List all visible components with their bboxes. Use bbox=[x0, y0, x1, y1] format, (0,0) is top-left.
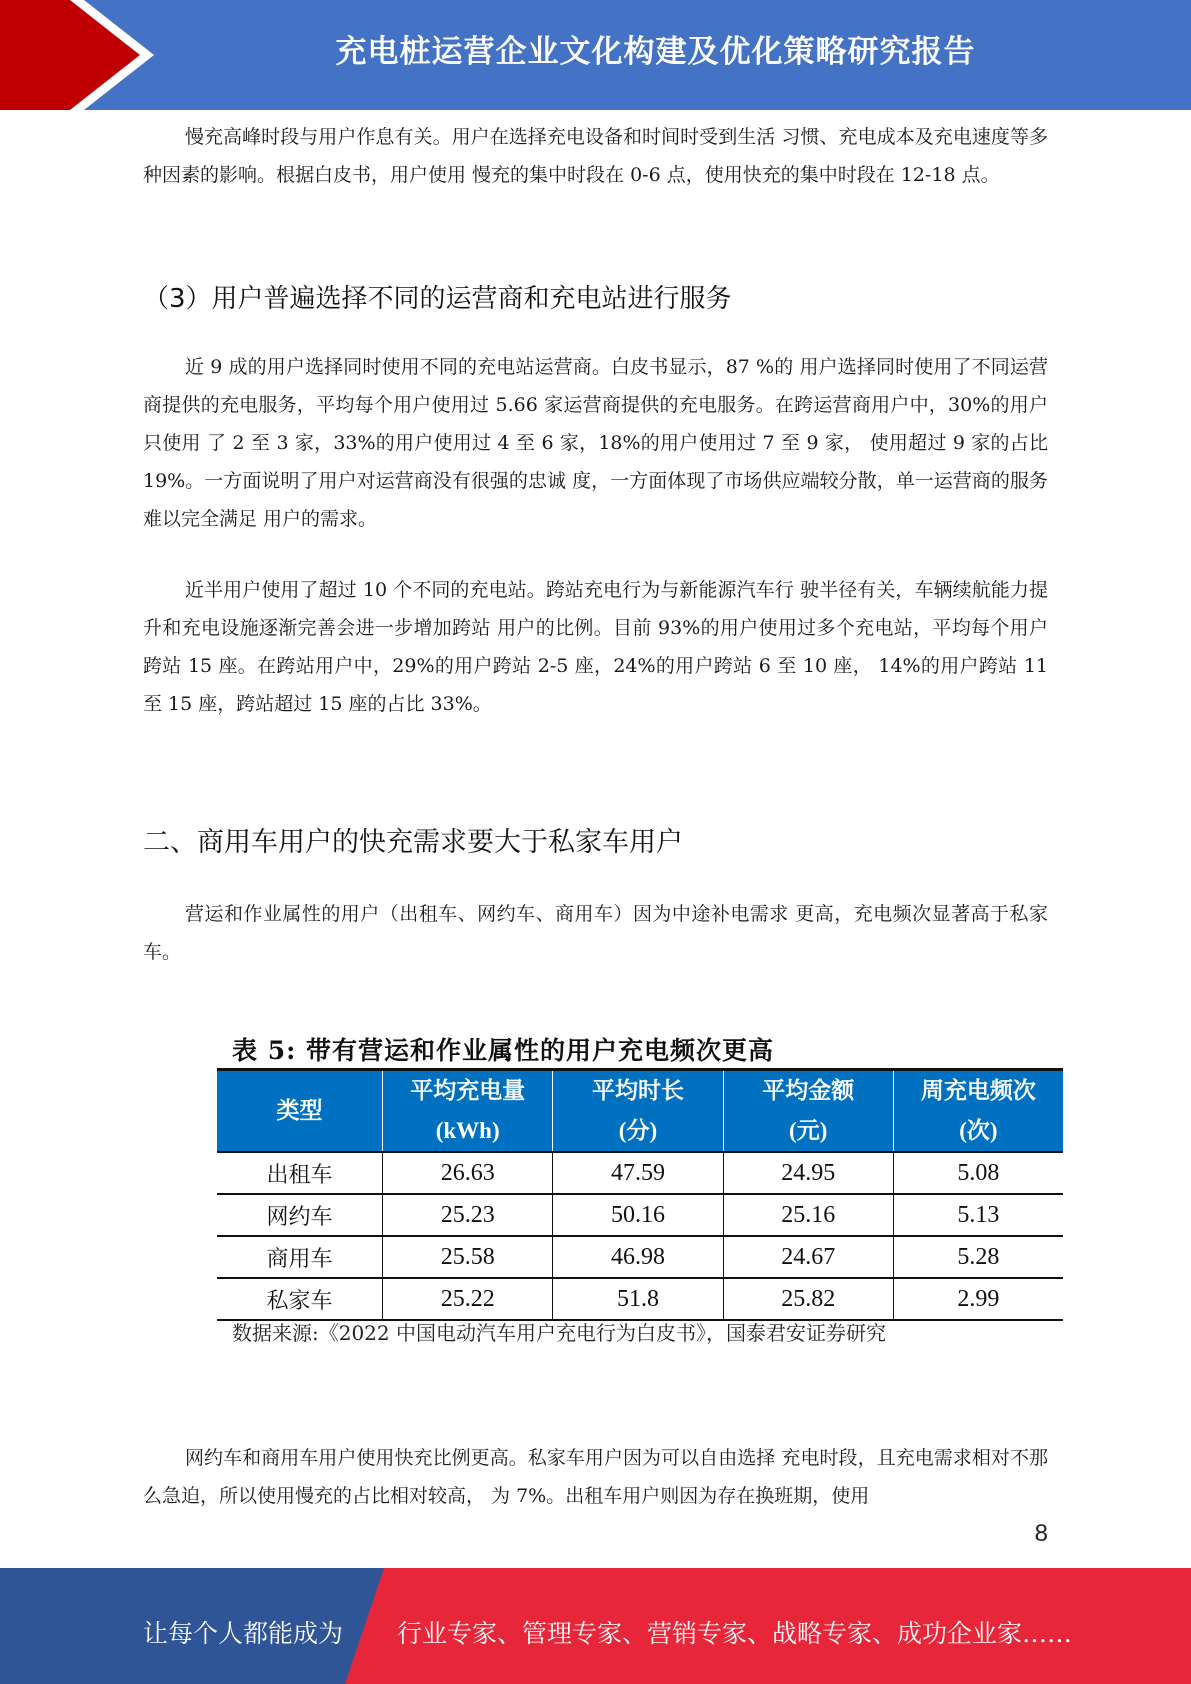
charging-frequency-table bbox=[217, 1068, 1063, 1321]
page-footer bbox=[0, 1568, 1191, 1684]
cell-weekly-frequency: 5.28 bbox=[893, 1236, 1063, 1278]
cell-type: 出租车 bbox=[217, 1152, 383, 1194]
page-header bbox=[0, 0, 1191, 110]
cell-type: 商用车 bbox=[217, 1236, 383, 1278]
cell-avg-amount: 24.95 bbox=[723, 1152, 893, 1194]
cell-avg-duration: 51.8 bbox=[553, 1278, 723, 1320]
section-heading-commercial: 二、商用车用户的快充需求要大于私家车用户 bbox=[143, 827, 683, 858]
cell-avg-amount: 24.67 bbox=[723, 1236, 893, 1278]
paragraph-fast-charge-ratio: 网约车和商用车用户使用快充比例更高。私家车用户因为可以自由选择 充电时段，且充电需求相对不那么急迫，所以使用慢充的占比相对较高， 为 7%。出租车用户则因为存在换班期，使用 bbox=[143, 1447, 1048, 1507]
footer-slogan-left: 让每个人都能成为 bbox=[143, 1619, 344, 1648]
page-number: 8 bbox=[1034, 1520, 1048, 1547]
cell-avg-energy: 25.58 bbox=[383, 1236, 553, 1278]
cell-type: 私家车 bbox=[217, 1278, 383, 1320]
table-row bbox=[217, 1278, 1063, 1320]
cell-weekly-frequency: 5.08 bbox=[893, 1152, 1063, 1194]
header-avg-amount: 平均金额 (元) bbox=[723, 1070, 893, 1153]
header-avg-duration: 平均时长 (分) bbox=[553, 1070, 723, 1153]
cell-avg-duration: 50.16 bbox=[553, 1194, 723, 1236]
cell-avg-amount: 25.82 bbox=[723, 1278, 893, 1320]
paragraph-multiple-operators: 近 9 成的用户选择同时使用不同的充电站运营商。白皮书显示，87 %的 用户选择同时使用了不同运营商提供的充电服务，平均每个用户使用过 5.66 家运营商提供的充电服务。在跨运营商用户中，30%的用户只使用 了 2 至 3 家，33%的用户使用过 4 至 6 家，18%的用户使用过 7 至 9 家， 使用超过 9 家的占比 19%。一方面说明了用户对运营商没有很强的忠诚 度，一方面体现了市场供应端较分散，单一运营商的服务难以完全满足 用户的需求。 bbox=[143, 356, 1048, 530]
cell-avg-energy: 25.23 bbox=[383, 1194, 553, 1236]
header-weekly-frequency: 周充电频次 (次) bbox=[893, 1070, 1063, 1153]
table-row bbox=[217, 1194, 1063, 1236]
table-title: 表 5: 带有营运和作业属性的用户充电频次更高 bbox=[232, 1036, 775, 1065]
paragraph-cross-station: 近半用户使用了超过 10 个不同的充电站。跨站充电行为与新能源汽车行 驶半径有关，车辆续航能力提升和充电设施逐渐完善会进一步增加跨站 用户的比例。目前 93%的用户使用过多个充电站，平均每个用户跨站 15 座。在跨站用户中，29%的用户跨站 2-5 座，24%的用户跨站 6 至 10 座， 14%的用户跨站 11 至 15 座，跨站超过 15 座的占比 33%。 bbox=[143, 579, 1048, 715]
footer-slogan-right: 行业专家、管理专家、营销专家、战略专家、成功企业家…… bbox=[397, 1619, 1073, 1648]
cell-weekly-frequency: 5.13 bbox=[893, 1194, 1063, 1236]
paragraph-commercial-users: 营运和作业属性的用户（出租车、网约车、商用车）因为中途补电需求 更高，充电频次显著高于私家车。 bbox=[143, 903, 1048, 963]
cell-type: 网约车 bbox=[217, 1194, 383, 1236]
header-avg-energy: 平均充电量 (kWh) bbox=[383, 1070, 553, 1153]
cell-weekly-frequency: 2.99 bbox=[893, 1278, 1063, 1320]
cell-avg-energy: 26.63 bbox=[383, 1152, 553, 1194]
cell-avg-amount: 25.16 bbox=[723, 1194, 893, 1236]
paragraph-slow-charge-peak: 慢充高峰时段与用户作息有关。用户在选择充电设备和时间时受到生活 习惯、充电成本及充电速度等多种因素的影响。根据白皮书，用户使用 慢充的集中时段在 0-6 点，使用快充的集中时段在 12-18 点。 bbox=[143, 126, 1048, 186]
header-type: 类型 bbox=[217, 1070, 383, 1153]
table-source-note: 数据来源:《2022 中国电动汽车用户充电行为白皮书》，国泰君安证券研究 bbox=[232, 1321, 886, 1345]
cell-avg-duration: 46.98 bbox=[553, 1236, 723, 1278]
cell-avg-duration: 47.59 bbox=[553, 1152, 723, 1194]
table-header-row bbox=[217, 1070, 1063, 1153]
table-row bbox=[217, 1152, 1063, 1194]
cell-avg-energy: 25.22 bbox=[383, 1278, 553, 1320]
table-row bbox=[217, 1236, 1063, 1278]
section-heading-operators: （3）用户普遍选择不同的运营商和充电站进行服务 bbox=[143, 284, 732, 314]
report-title: 充电桩运营企业文化构建及优化策略研究报告 bbox=[335, 34, 976, 70]
